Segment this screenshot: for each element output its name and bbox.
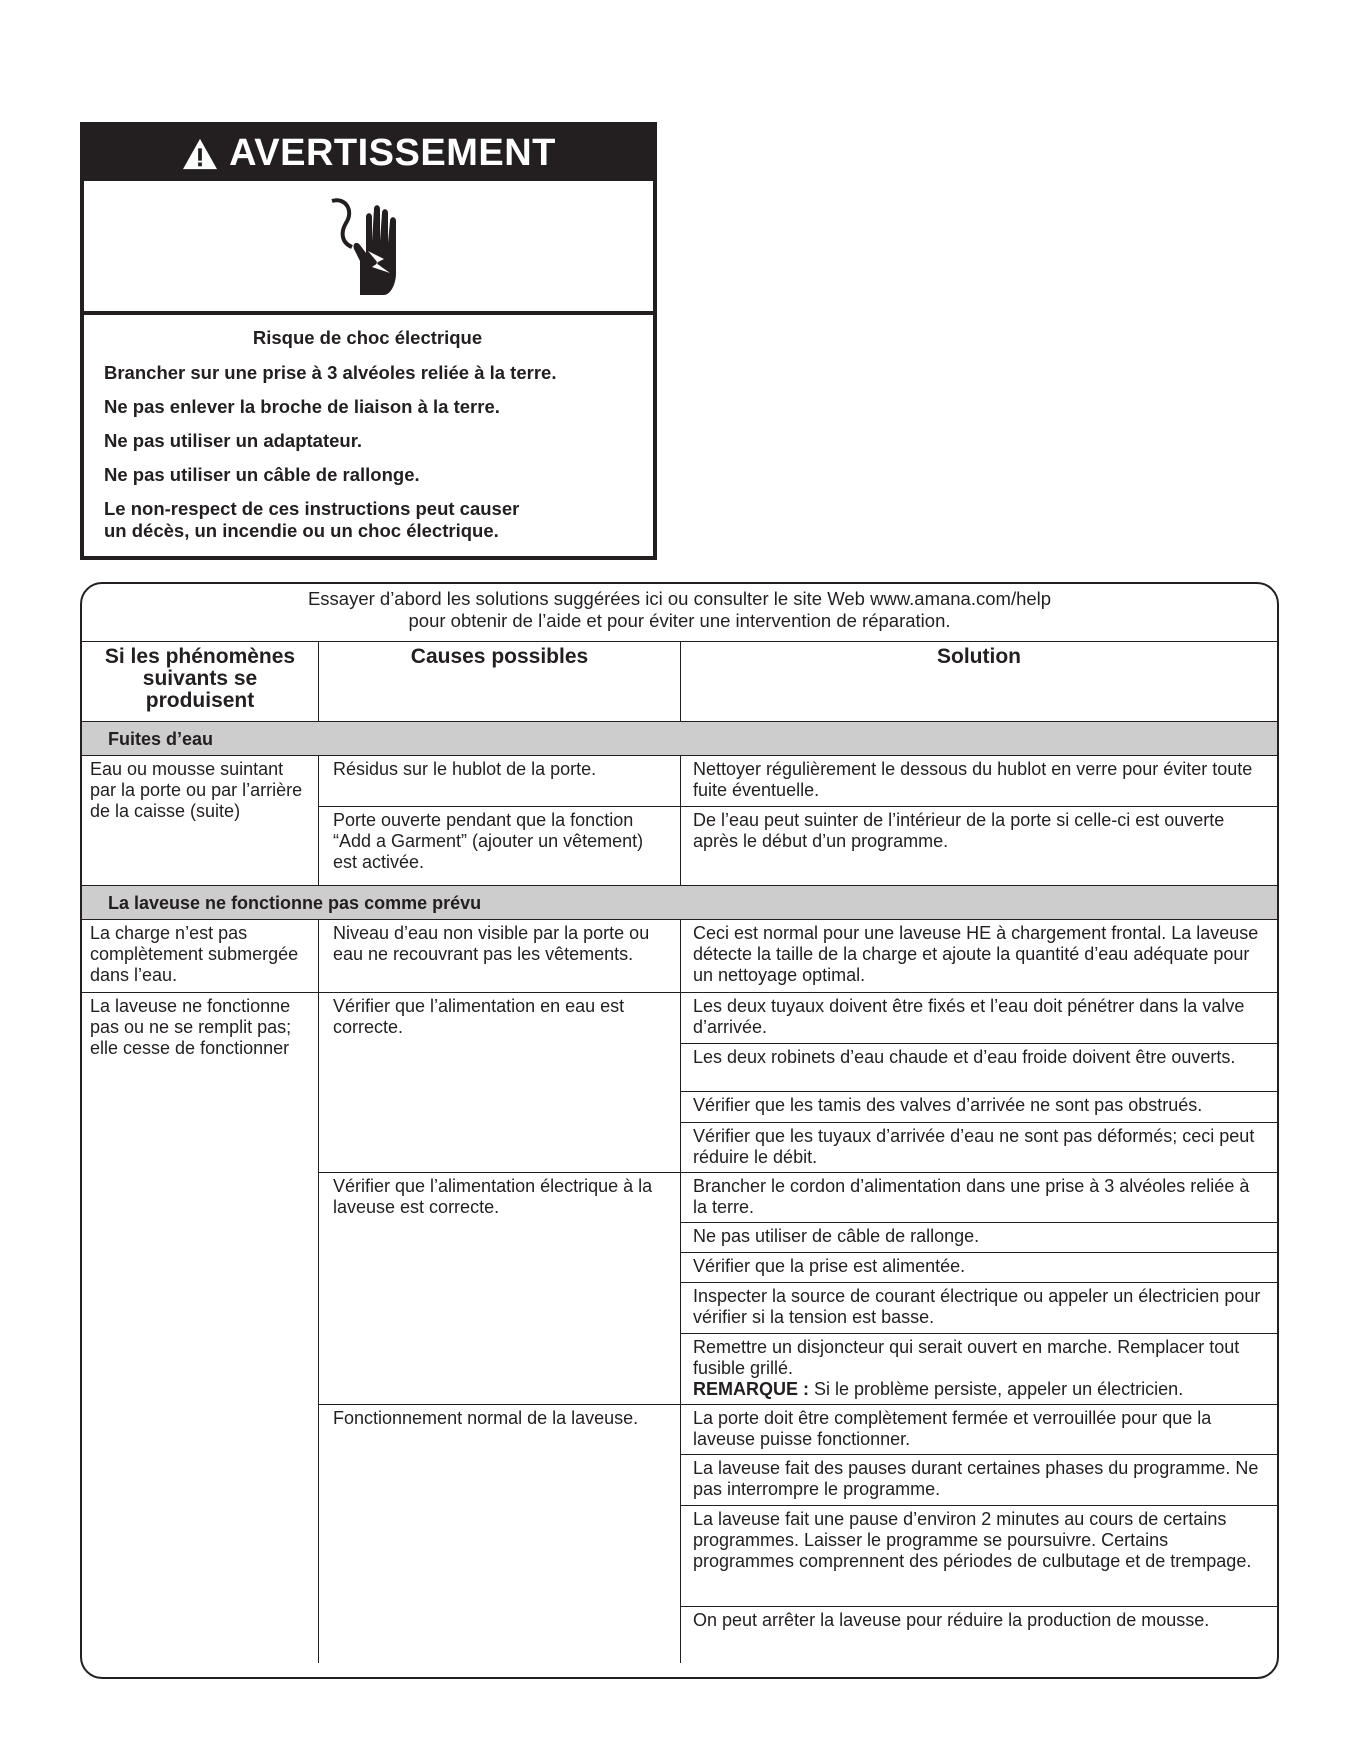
shock-hazard-illustration	[84, 181, 653, 315]
header-problem: Si les phénomènes suivants se produisent	[82, 642, 319, 721]
solution-cell: De l’eau peut suinter de l’intérieur de la porte si celle-ci est ouverte après le début d’un programme.	[693, 810, 1225, 851]
note-label: REMARQUE :	[693, 1379, 809, 1399]
table-row	[82, 756, 1277, 886]
table-row	[82, 993, 1277, 1663]
warning-header	[84, 126, 653, 181]
warning-line: Ne pas utiliser un câble de rallonge.	[104, 464, 420, 485]
table-header-row	[82, 642, 1277, 722]
solution-cell: Inspecter la source de courant électrique ou appeler un électricien pour vérifier si la tension est basse.	[681, 1283, 1277, 1334]
cause-cell: Fonctionnement normal de la laveuse.	[319, 1405, 681, 1663]
problem-cell: La charge n’est pas complètement submergée dans l’eau.	[82, 920, 319, 992]
electric-shock-hand-icon	[324, 191, 414, 301]
troubleshooting-table	[80, 582, 1279, 1679]
solution-cell: Les deux tuyaux doivent être fixés et l’eau doit pénétrer dans la valve d’arrivée.	[681, 993, 1277, 1044]
solution-cell: La laveuse fait une pause d’environ 2 minutes au cours de certains programmes. Laisser le programme se poursuivre. Certains programmes comprennent des périodes de culbutage et de trempage.	[681, 1506, 1277, 1607]
warning-line: Ne pas enlever la broche de liaison à la terre.	[104, 396, 500, 417]
cause-cell: Vérifier que l’alimentation en eau est correcte.	[319, 993, 681, 1172]
warning-triangle-icon	[181, 137, 219, 171]
header-causes: Causes possibles	[319, 642, 681, 721]
cause-cell: Niveau d’eau non visible par la porte ou eau ne recouvrant pas les vêtements.	[319, 920, 681, 992]
warning-title: AVERTISSEMENT	[229, 132, 556, 174]
warning-box	[80, 122, 657, 560]
cause-cell: Porte ouverte pendant que la fonction “Add a Garment” (ajouter un vêtement) est activée.	[319, 807, 681, 885]
solution-cell: Les deux robinets d’eau chaude et d’eau froide doivent être ouverts.	[681, 1044, 1277, 1092]
section-title: Fuites d’eau	[82, 722, 1277, 756]
cause-cell: Vérifier que l’alimentation électrique à la laveuse est correcte.	[319, 1173, 681, 1404]
table-intro: Essayer d’abord les solutions suggérées ici ou consulter le site Web www.amana.com/help pour obtenir de l’aide et pour éviter une intervention de réparation.	[82, 584, 1277, 642]
solution-cell: Ne pas utiliser de câble de rallonge.	[681, 1223, 1277, 1253]
solution-cell: Vérifier que les tamis des valves d’arrivée ne sont pas obstrués.	[681, 1092, 1277, 1123]
solution-cell: Ceci est normal pour une laveuse HE à chargement frontal. La laveuse détecte la taille de la charge et ajoute la quantité d’eau adéquate pour un nettoyage optimal.	[693, 923, 1259, 985]
problem-cell: Eau ou mousse suintant par la porte ou par l’arrière de la caisse (suite)	[82, 756, 319, 885]
solution-cell: Vérifier que la prise est alimentée.	[681, 1253, 1277, 1283]
warning-line: Brancher sur une prise à 3 alvéoles reliée à la terre.	[104, 362, 557, 383]
table-row	[82, 920, 1277, 993]
warning-subtitle: Risque de choc électrique	[252, 327, 483, 348]
warning-consequence: Le non-respect de ces instructions peut causer un décès, un incendie ou un choc électrique.	[104, 498, 520, 541]
note-text: Si le problème persiste, appeler un électricien.	[809, 1379, 1184, 1399]
cause-cell: Résidus sur le hublot de la porte.	[319, 756, 681, 806]
solution-cell: On peut arrêter la laveuse pour réduire la production de mousse.	[693, 1610, 1210, 1630]
header-solution: Solution	[937, 645, 1021, 668]
solution-cell: Remettre un disjoncteur qui serait ouvert en marche. Remplacer tout fusible grillé. REMARQUE : Si le problème persiste, appeler un électricien.	[693, 1337, 1240, 1399]
solution-cell: Brancher le cordon d’alimentation dans une prise à 3 alvéoles reliée à la terre.	[681, 1173, 1277, 1223]
section-title: La laveuse ne fonctionne pas comme prévu	[82, 886, 1277, 920]
problem-cell: La laveuse ne fonctionne pas ou ne se remplit pas; elle cesse de fonctionner	[82, 993, 319, 1663]
solution-cell: Nettoyer régulièrement le dessous du hublot en verre pour éviter toute fuite éventuelle.	[693, 759, 1253, 800]
solution-cell: La laveuse fait des pauses durant certaines phases du programme. Ne pas interrompre le programme.	[681, 1455, 1277, 1506]
solution-cell: La porte doit être complètement fermée et verrouillée pour que la laveuse puisse fonctionner.	[681, 1405, 1277, 1455]
solution-cell: Vérifier que les tuyaux d’arrivée d’eau ne sont pas déformés; ceci peut réduire le débit.	[693, 1126, 1255, 1167]
warning-line: Ne pas utiliser un adaptateur.	[104, 430, 363, 451]
